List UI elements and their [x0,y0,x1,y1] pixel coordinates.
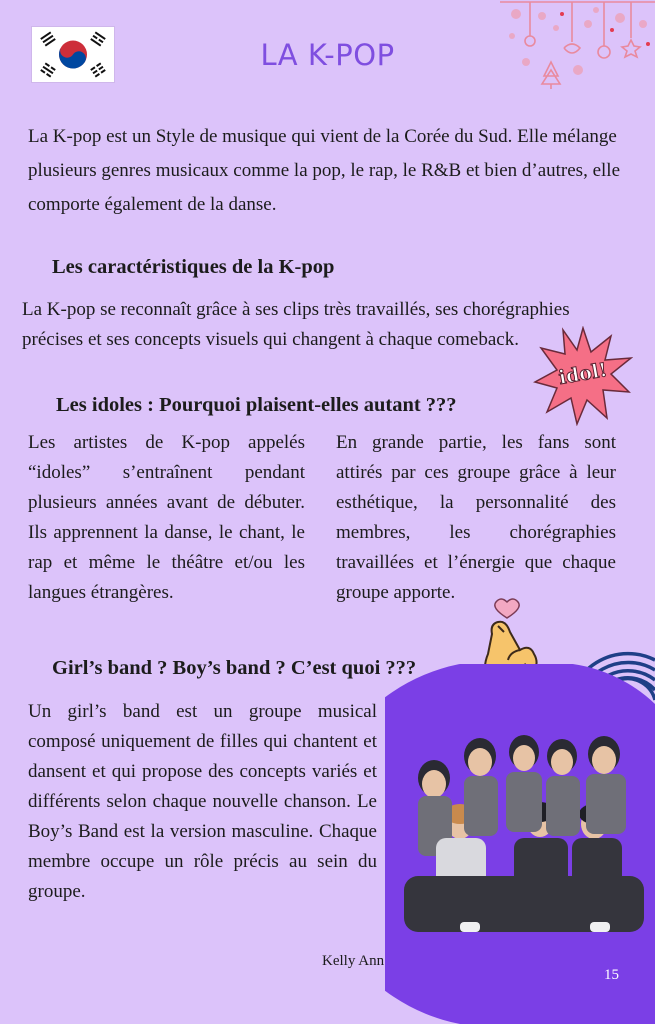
idols-heading: Les idoles : Pourquoi plaisent-elles autant ??? [56,394,457,416]
characteristics-paragraph: La K-pop se reconnaît grâce à ses clips très travaillés, ses chorégraphies précises et ses concepts visuels qui changent à chaque comeback. [22,299,570,350]
idol-sticker-icon [533,326,633,426]
bands-paragraph: Un girl’s band est un groupe musical composé uniquement de filles qui chantent et dansent et qui propose des concepts variés et différents selon chaque nouvelle chanson. Le Boy’s Band est la version masculine. Chaque membre occupe un rôle précis au sein du groupe. [28,701,377,902]
intro-paragraph: La K-pop est un Style de musique qui vient de la Corée du Sud. Elle mélange plusieurs genres musicaux comme la pop, le rap, le R&B et bien d’autres, elle comporte également de la danse. [28,126,620,215]
bands-heading: Girl’s band ? Boy’s band ? C’est quoi ??? [52,657,417,679]
author-name: Kelly Ann [322,953,385,969]
idol-sticker-text: idol! [557,358,609,390]
idols-right-column: En grande partie, les fans sont attirés par ces groupe grâce à leur esthétique, la personnalité des membres, les chorégraphies travaillées et l’énergie que chaque groupe apporte. [336,432,616,603]
characteristics-heading: Les caractéristiques de la K-pop [52,256,335,278]
page-number: 15 [604,967,619,983]
page-title: LA K-POP [260,38,395,72]
idols-left-column: Les artistes de K-pop appelés “idoles” s’entraînent pendant plusieurs années avant de débuter. Ils apprennent la danse, le chant, le rap et même le théâtre et/ou les langues étrangères. [28,432,305,603]
group-photo [390,726,655,941]
